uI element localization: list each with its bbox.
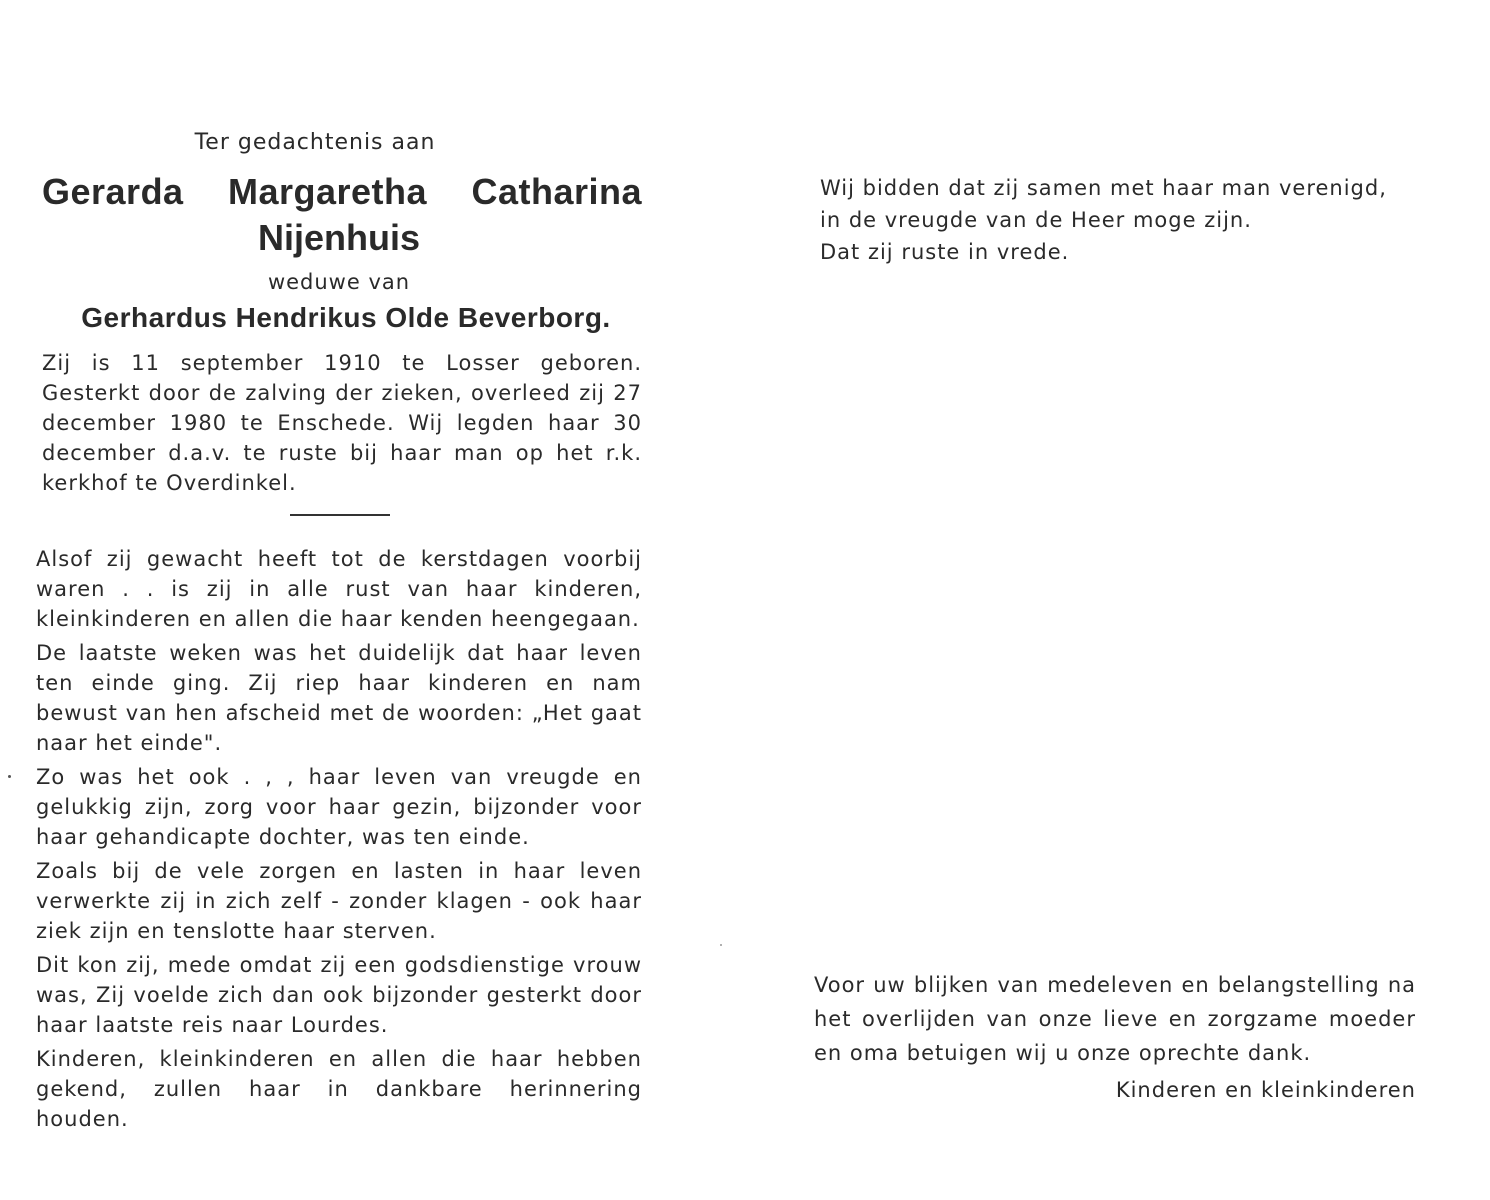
memorial-paragraph: Zo was het ook . , , haar leven van vreugde en gelukkig zijn, zorg voor haar gezin, bijzonder voor haar gehandicapte dochter, was ten einde. <box>36 765 642 849</box>
thanks-text: Voor uw blijken van medeleven en belangstelling na het overlijden van onze lieve en zorgzame moeder en oma betuigen wij u onze oprechte dank. <box>814 973 1416 1065</box>
prayer-line: Wij bidden dat zij samen met haar man verenigd, <box>820 176 1387 200</box>
deceased-surname: Nijenhuis <box>257 217 421 258</box>
intro-text: Ter gedachtenis aan <box>194 130 436 155</box>
prayer-line: Dat zij ruste in vrede. <box>820 240 1070 264</box>
widow-of-text: weduwe van <box>267 270 411 294</box>
husband-name: Gerhardus Hendrikus Olde Beverborg. <box>81 302 611 333</box>
biography-text: Zij is 11 september 1910 te Losser geboren. Gesterkt door de zalving der zieken, overleed zij 27 december 1980 te Enschede. Wij legden haar 30 december d.a.v. te ruste bij haar man op het r.k. kerkhof te Overdinkel. <box>42 351 642 495</box>
card-front-column <box>36 128 642 1138</box>
divider-line <box>290 514 390 516</box>
memorial-paragraph: Zoals bij de vele zorgen en lasten in haar leven verwerkte zij in zich zelf - zonder klagen - ook haar ziek zijn en tenslotte haar sterven. <box>36 859 642 943</box>
memorial-paragraph: De laatste weken was het duidelijk dat haar leven ten einde ging. Zij riep haar kinderen en nam bewust van hen afscheid met de woorden: „Het gaat naar het einde". <box>36 641 642 755</box>
thanks-block <box>814 968 1416 1106</box>
scan-speck <box>8 775 11 778</box>
prayer-block <box>820 172 1426 268</box>
memorial-paragraph: Alsof zij gewacht heeft tot de kerstdagen voorbij waren . . is zij in alle rust van haar kinderen, kleinkinderen en allen die haar kenden heengegaan. <box>36 547 642 631</box>
signature-text: Kinderen en kleinkinderen <box>1115 1078 1416 1102</box>
scan-speck <box>720 944 722 946</box>
memorial-paragraph: Kinderen, kleinkinderen en allen die haar hebben gekend, zullen haar in dankbare herinnering houden. <box>36 1047 642 1131</box>
memorial-paragraph: Dit kon zij, mede omdat zij een godsdienstige vrouw was, Zij voelde zich dan ook bijzonder gesterkt door haar laatste reis naar Lourdes. <box>36 953 642 1037</box>
deceased-given-names: Gerarda Margaretha Catharina <box>42 171 642 212</box>
prayer-line: in de vreugde van de Heer moge zijn. <box>820 208 1252 232</box>
